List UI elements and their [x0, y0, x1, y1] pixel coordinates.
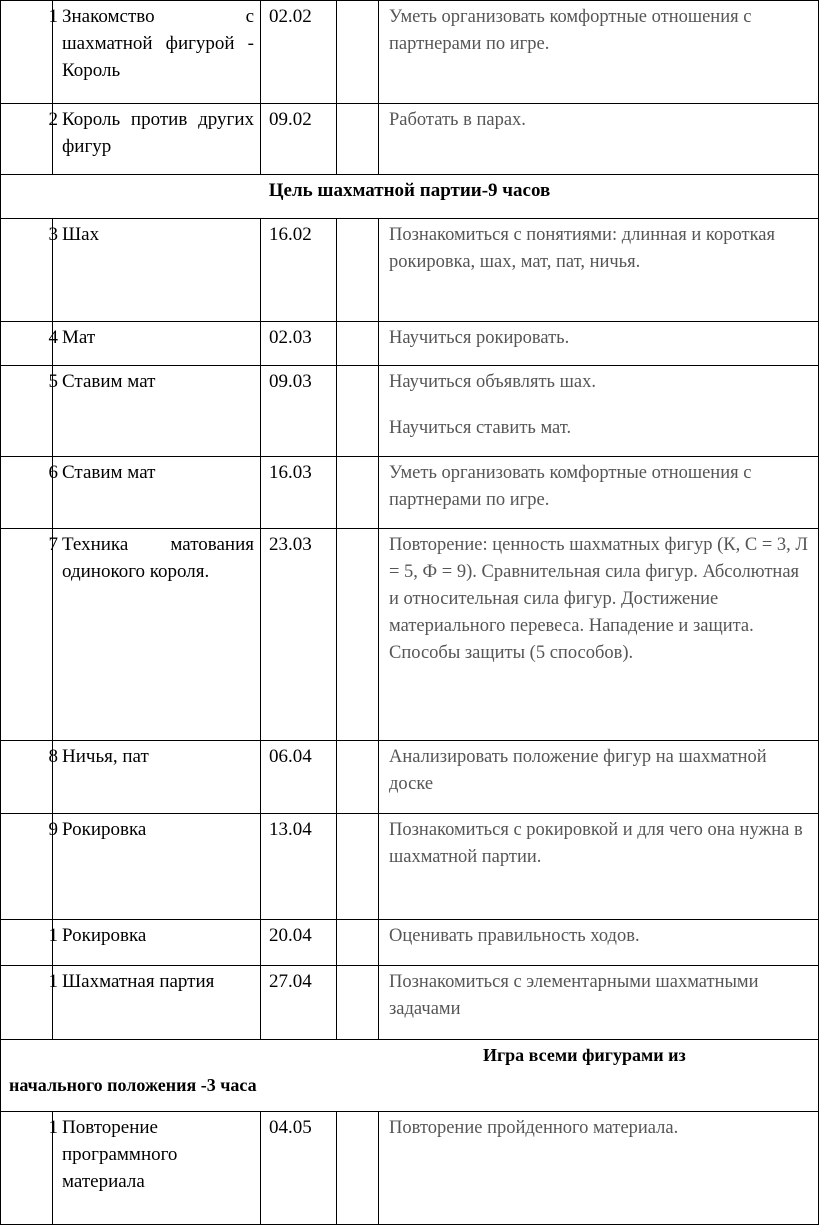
topic-cell: [53, 920, 261, 966]
lesson-goal: Оценивать правильность ходов.: [389, 926, 640, 946]
lesson-topic: Ставим мат: [62, 371, 156, 392]
lesson-topic: Повторение программного материала: [62, 1117, 178, 1192]
table-row: [1, 966, 819, 1040]
lesson-goal: Уметь организовать комфортные отношения с партнерами по игре.: [389, 463, 752, 510]
lesson-topic: Рокировка: [62, 925, 147, 946]
lesson-goal: Познакомиться с элементарными шахматными задачами: [389, 972, 759, 1019]
goal-cell: [379, 457, 819, 529]
row-number-cell: [1, 1112, 58, 1225]
lesson-date: 13.04: [269, 819, 312, 840]
section-heading: Цель шахматной партии-9 часов: [1, 175, 819, 219]
row-number-cell: [1, 1, 58, 104]
row-number: 5: [48, 371, 58, 392]
lesson-date: 16.02: [269, 224, 312, 245]
section-row: [1, 175, 819, 219]
lesson-goal: Уметь организовать комфортные отношения с партнерами по игре.: [389, 7, 752, 54]
row-number: 8: [48, 746, 58, 767]
date-cell: [261, 814, 337, 920]
lesson-goal: Научиться ставить мат.: [389, 418, 572, 438]
empty-cell: [337, 741, 379, 814]
table-row: [1, 1112, 819, 1225]
lesson-topic: Техника матования одинокого короля.: [62, 534, 254, 582]
lesson-date: 09.02: [269, 109, 312, 130]
empty-cell: [337, 1112, 379, 1225]
goal-cell: [379, 366, 819, 457]
goal-cell: [379, 219, 819, 322]
lesson-date: 02.02: [269, 6, 312, 27]
goal-cell: [379, 1112, 819, 1225]
lesson-goal: Познакомиться с понятиями: длинная и короткая рокировка, шах, мат, пат, ничья.: [389, 225, 775, 272]
row-number: 6: [48, 462, 58, 483]
row-number: 4: [48, 327, 58, 348]
date-cell: [261, 457, 337, 529]
row-number: 9: [48, 819, 58, 840]
lesson-date: 16.03: [269, 462, 312, 483]
empty-cell: [337, 366, 379, 457]
topic-cell: [53, 322, 261, 366]
table-row: [1, 457, 819, 529]
lesson-topic: Ставим мат: [62, 462, 156, 483]
empty-cell: [337, 920, 379, 966]
row-number: 1: [48, 971, 58, 992]
empty-cell: [337, 457, 379, 529]
table-row: [1, 366, 819, 457]
table-row: [1, 322, 819, 366]
row-number-cell: [1, 814, 58, 920]
table-row: [1, 1, 819, 104]
goal-cell: [379, 741, 819, 814]
topic-cell: [53, 104, 261, 175]
row-number-cell: [1, 322, 58, 366]
empty-cell: [337, 966, 379, 1040]
goal-cell: [379, 322, 819, 366]
row-number-cell: [1, 529, 58, 741]
section-row: [1, 1040, 819, 1112]
lesson-date: 27.04: [269, 971, 312, 992]
lesson-goal: Научиться объявлять шах.: [389, 372, 596, 392]
topic-cell: [53, 219, 261, 322]
row-number: 7: [48, 534, 58, 555]
table-row: [1, 814, 819, 920]
row-number-cell: [1, 104, 58, 175]
lesson-topic: Мат: [62, 327, 96, 348]
empty-cell: [337, 219, 379, 322]
lesson-goal: Повторение: ценность шахматных фигур (К, С = 3, Л = 5, Ф = 9). Сравнительная сила фигур. Абсолютная и относительная сила фигур. Достижение материального перевеса. Нападение и защита. Способы защиты (5 способов).: [389, 535, 808, 663]
topic-cell: [53, 741, 261, 814]
row-number-cell: [1, 366, 58, 457]
row-number-cell: [1, 920, 58, 966]
row-number-cell: [1, 966, 58, 1040]
section-heading: [1, 1040, 819, 1112]
goal-cell: [379, 920, 819, 966]
date-cell: [261, 219, 337, 322]
date-cell: [261, 920, 337, 966]
lesson-goal: Анализировать положение фигур на шахматной доске: [389, 747, 767, 794]
lesson-date: 02.03: [269, 327, 312, 348]
lesson-goal: Повторение пройденного материала.: [389, 1118, 679, 1138]
topic-cell: [53, 1112, 261, 1225]
lesson-goal: Работать в парах.: [389, 110, 526, 130]
date-cell: [261, 966, 337, 1040]
date-cell: [261, 1112, 337, 1225]
section-heading-line: Игра всеми фигурами из: [483, 1045, 686, 1065]
lesson-date: 09.03: [269, 371, 312, 392]
goal-cell: [379, 966, 819, 1040]
goal-cell: [379, 104, 819, 175]
topic-cell: [53, 366, 261, 457]
row-number: 1: [48, 1117, 58, 1138]
goal-cell: [379, 529, 819, 741]
table-row: [1, 920, 819, 966]
topic-cell: [53, 529, 261, 741]
lesson-topic: Шах: [62, 224, 100, 245]
date-cell: [261, 741, 337, 814]
row-number-cell: [1, 741, 58, 814]
row-number-cell: [1, 457, 58, 529]
lesson-topic: Рокировка: [62, 819, 147, 840]
topic-cell: [53, 814, 261, 920]
row-number: 1: [48, 6, 58, 27]
topic-cell: [53, 1, 261, 104]
empty-cell: [337, 104, 379, 175]
lesson-topic: Знакомство с шахматной фигурой - Король: [62, 6, 254, 81]
date-cell: [261, 529, 337, 741]
table-row: [1, 741, 819, 814]
date-cell: [261, 104, 337, 175]
table-row: [1, 529, 819, 741]
lesson-date: 23.03: [269, 534, 312, 555]
lesson-topic: Король против других фигур: [62, 109, 254, 157]
row-number: 1: [48, 925, 58, 946]
lesson-goal: Научиться рокировать.: [389, 328, 570, 348]
empty-cell: [337, 322, 379, 366]
topic-cell: [53, 457, 261, 529]
lesson-date: 06.04: [269, 746, 312, 767]
empty-cell: [337, 529, 379, 741]
date-cell: [261, 366, 337, 457]
section-heading-line: начального положения -3 часа: [9, 1075, 257, 1095]
date-cell: [261, 1, 337, 104]
row-number: 3: [48, 224, 58, 245]
goal-cell: [379, 1, 819, 104]
date-cell: [261, 322, 337, 366]
topic-cell: [53, 966, 261, 1040]
empty-cell: [337, 1, 379, 104]
row-number: 2: [48, 109, 58, 130]
lesson-goal: Познакомиться с рокировкой и для чего она нужна в шахматной партии.: [389, 820, 803, 867]
goal-cell: [379, 814, 819, 920]
lesson-date: 20.04: [269, 925, 312, 946]
lesson-topic: Шахматная партия: [62, 971, 215, 992]
row-number-cell: [1, 219, 58, 322]
table-row: [1, 219, 819, 322]
table-row: [1, 104, 819, 175]
lesson-date: 04.05: [269, 1117, 312, 1138]
empty-cell: [337, 814, 379, 920]
lesson-topic: Ничья, пат: [62, 746, 149, 767]
